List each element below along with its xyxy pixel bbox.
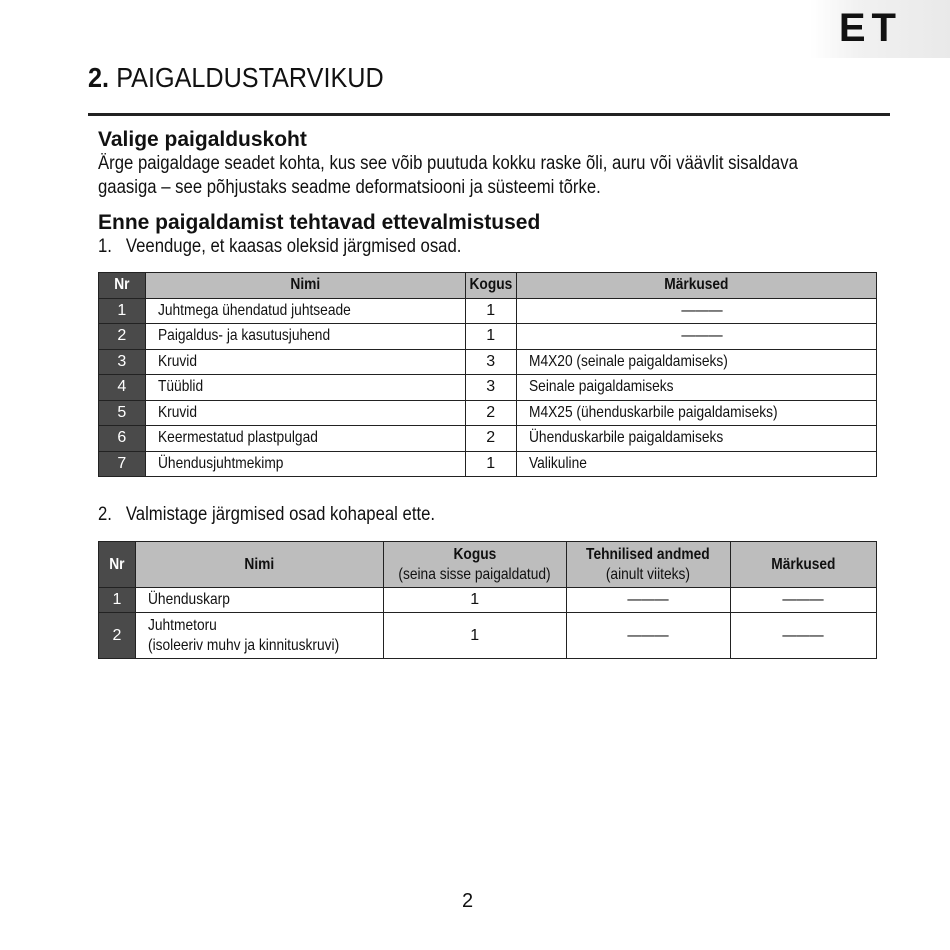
header-nr: Nr [99,273,146,299]
row-name: Kruvid [145,349,465,375]
row-nr: 2 [99,613,136,659]
row-name: Keermestatud plastpulgad [145,426,465,452]
table-row [99,588,877,613]
row-name: Tüüblid [145,375,465,401]
row-nr: 3 [99,349,146,375]
row-name: Juhtmega ühendatud juhtseade [145,298,465,324]
header-qty: Kogus [465,273,516,299]
row-nr: 1 [99,588,136,613]
row-qty: 1 [383,613,566,659]
row-notes: M4X20 (seinale paigaldamiseks) [516,349,876,375]
row-qty: 3 [465,375,516,401]
language-code: ET [838,6,902,50]
row-nr: 5 [99,400,146,426]
table-row [99,426,877,452]
row-notes: Seinale paigaldamiseks [516,375,876,401]
table-header-row [99,542,877,588]
table-row [99,349,877,375]
prep-heading: Enne paigaldamist tehtavad ettevalmistused [98,211,541,234]
supplied-parts-table [98,272,877,477]
row-spec: ——— [566,588,730,613]
row-nr: 4 [99,375,146,401]
table-row [99,451,877,477]
prep-step-2: 2. Valmistage järgmised osad kohapeal ette. [98,504,436,525]
row-notes: M4X25 (ühenduskarbile paigaldamiseks) [516,400,876,426]
section-title [88,62,384,94]
row-name: Juhtmetoru (isoleeriv muhv ja kinnituskruvi) [135,613,383,659]
row-name: Kruvid [145,400,465,426]
title-divider [88,113,890,116]
row-qty: 2 [465,426,516,452]
header-spec-sub: (ainult viiteks) [606,565,691,583]
section-number: 2. [88,62,110,93]
site-text-line-1: Ärge paigaldage seadet kohta, kus see võib puutuda kokku raske õli, auru või väävlit sisaldava [98,153,798,174]
site-text-line-2: gaasiga – see põhjustaks seadme deformatsiooni ja süsteemi tõrke. [98,177,601,198]
row-qty: 1 [383,588,566,613]
header-name: Nimi [135,542,383,588]
row-qty: 2 [465,400,516,426]
header-name: Nimi [145,273,465,299]
site-heading: Valige paigalduskoht [98,128,307,151]
row-nr: 1 [99,298,146,324]
row-notes: Valikuline [516,451,876,477]
header-notes: Märkused [516,273,876,299]
header-qty-sub: (seina sisse paigaldatud) [398,565,551,583]
header-notes: Märkused [730,542,876,588]
row-notes: ——— [516,298,876,324]
header-nr: Nr [99,542,136,588]
row-notes: ——— [730,588,876,613]
header-qty: Kogus (seina sisse paigaldatud) [383,542,566,588]
table-header-row [99,273,877,299]
table-row [99,400,877,426]
on-site-parts-table [98,541,877,659]
row-qty: 1 [465,324,516,350]
table-row [99,375,877,401]
row-qty: 1 [465,298,516,324]
table-row [99,298,877,324]
row-notes: ——— [516,324,876,350]
header-spec: Tehnilised andmed (ainult viiteks) [566,542,730,588]
row-nr: 6 [99,426,146,452]
row-qty: 1 [465,451,516,477]
row-name: Paigaldus- ja kasutusjuhend [145,324,465,350]
page-number: 2 [461,890,474,912]
row-notes: Ühenduskarbile paigaldamiseks [516,426,876,452]
row-name: Ühenduskarp [135,588,383,613]
row-notes: ——— [730,613,876,659]
row-name: Ühendusjuhtmekimp [145,451,465,477]
prep-step-1: 1. Veenduge, et kaasas oleksid järgmised osad. [98,236,462,257]
table-row [99,613,877,659]
row-spec: ——— [566,613,730,659]
section-title-text: PAIGALDUSTARVIKUD [116,62,384,93]
table-row [99,324,877,350]
row-nr: 2 [99,324,146,350]
row-qty: 3 [465,349,516,375]
row-nr: 7 [99,451,146,477]
row-name-detail: (isoleeriv muhv ja kinnituskruvi) [147,636,340,654]
